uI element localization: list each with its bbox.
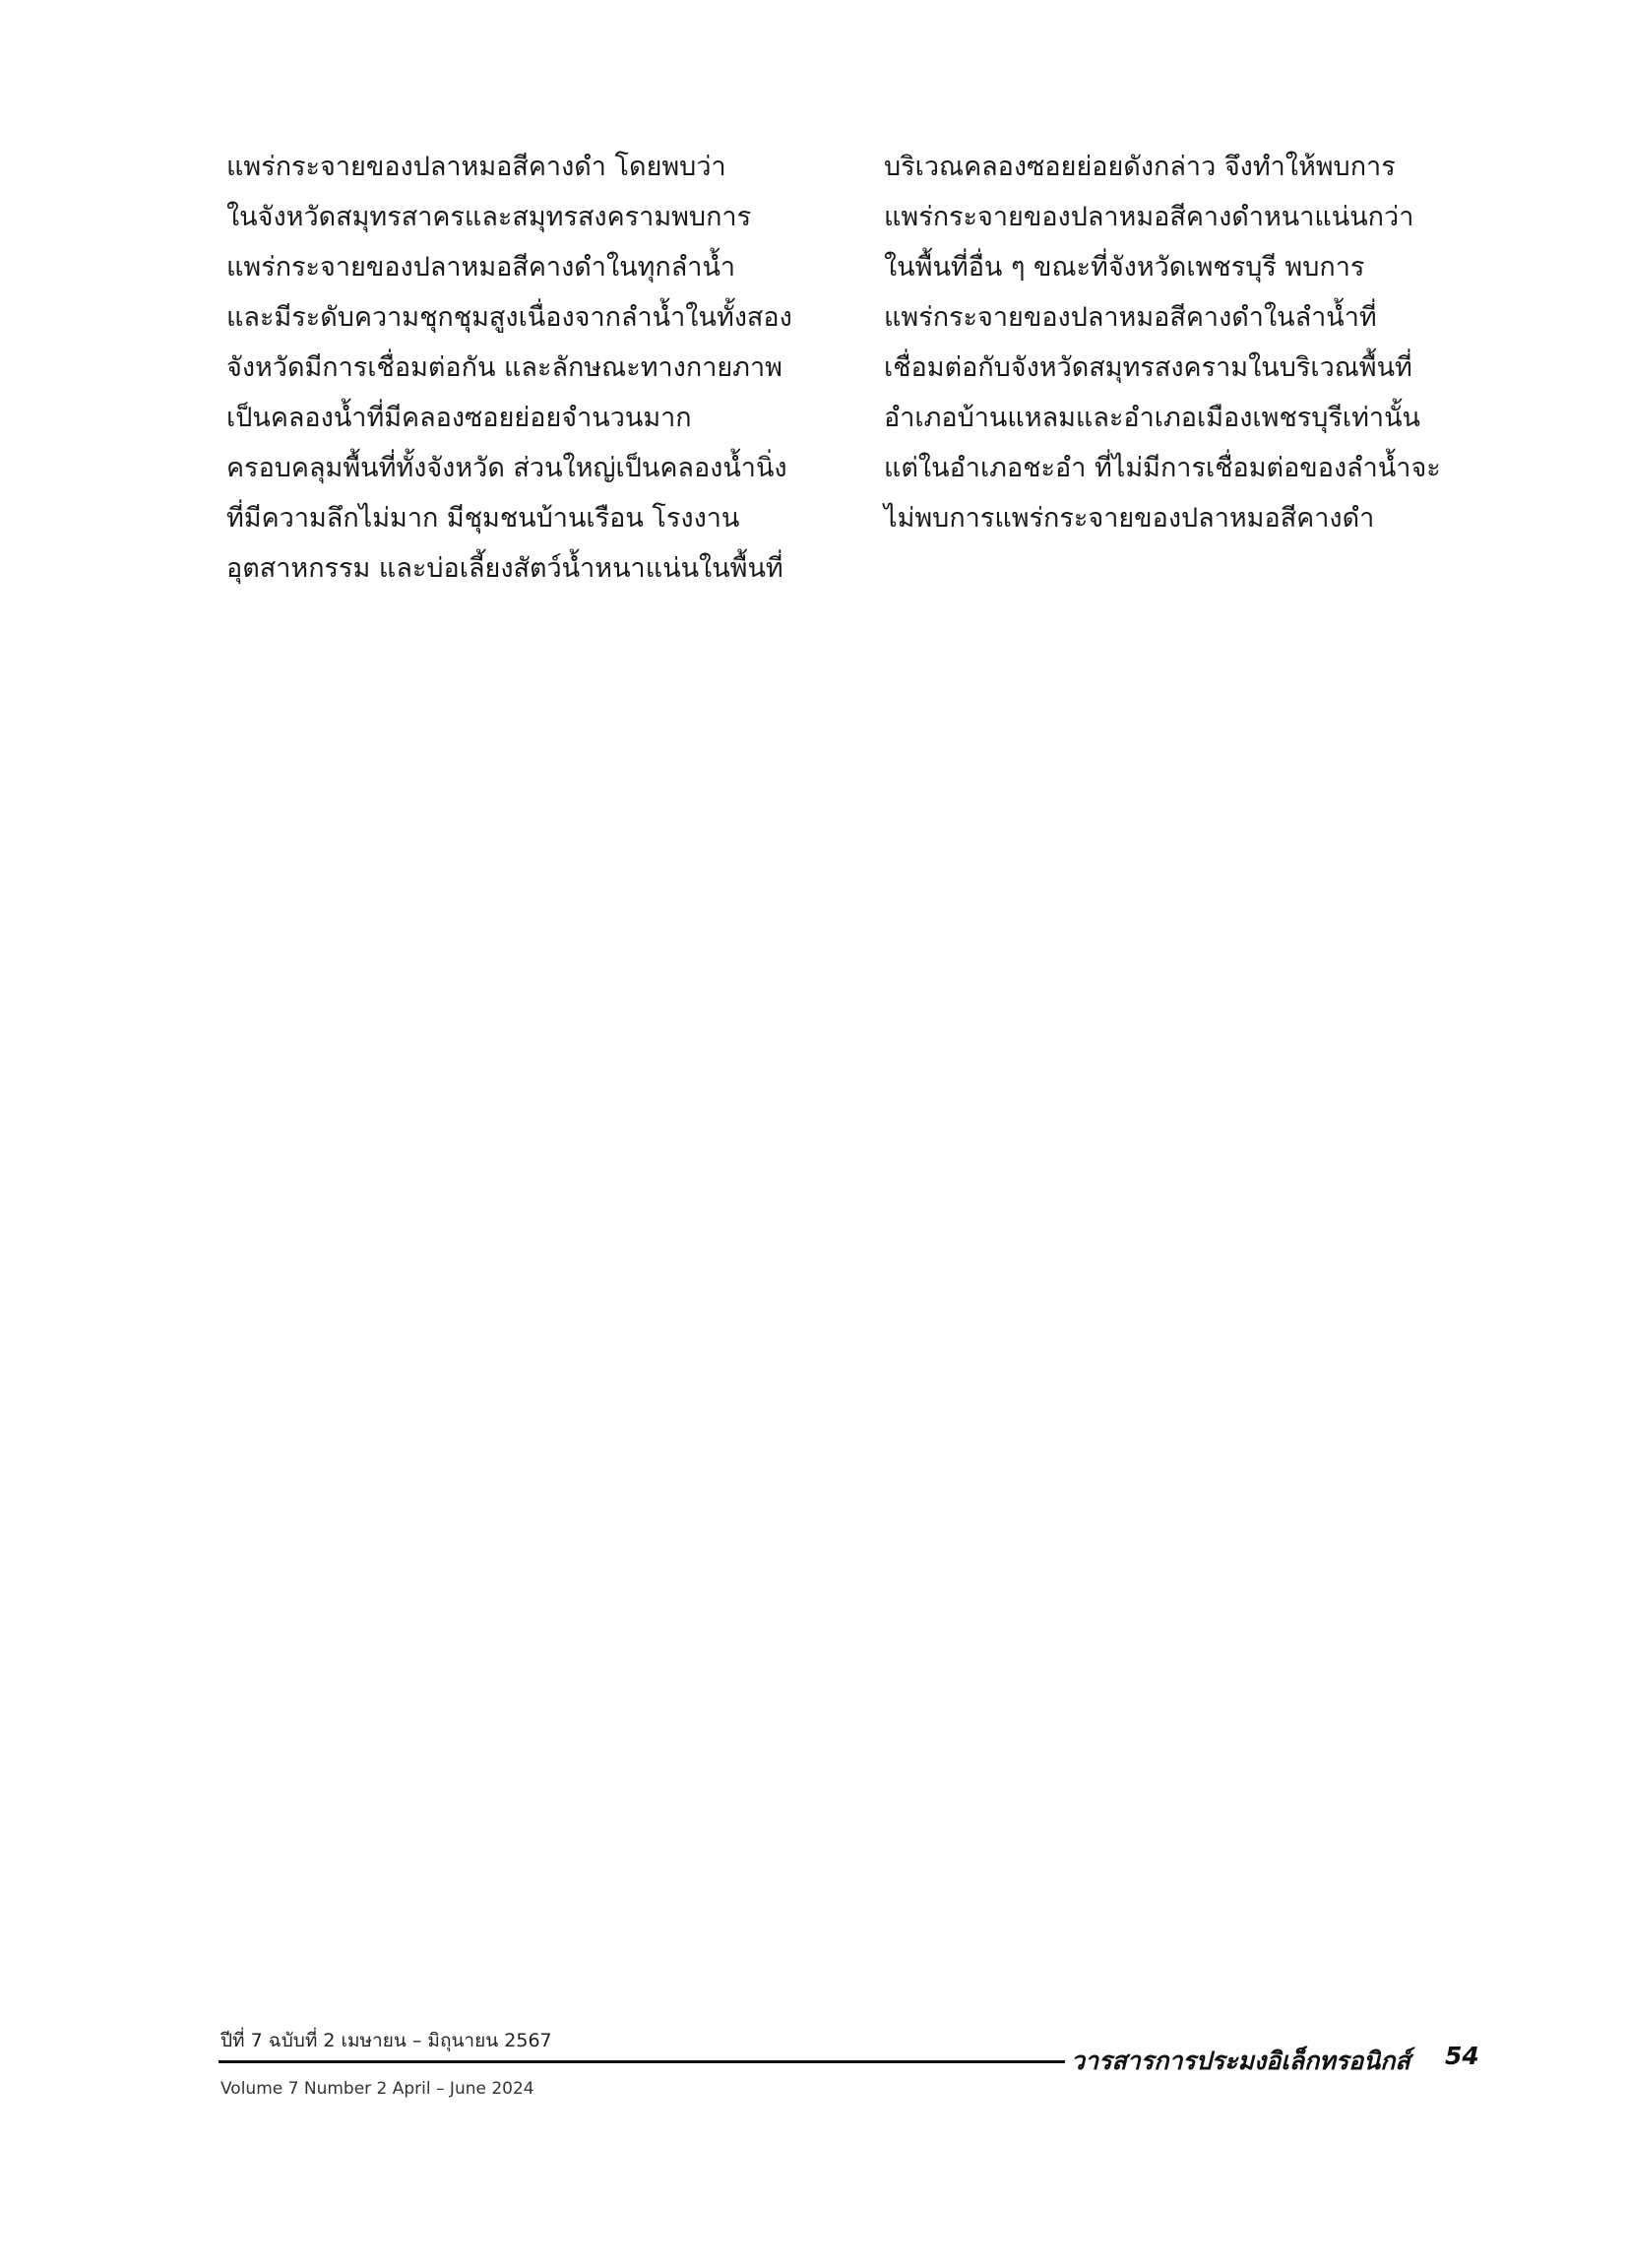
page-number: 54	[1445, 2042, 1479, 2070]
body-text-line: แพร่กระจายของปลาหมอสีคางดำในทุกลำน้ำ	[226, 252, 736, 283]
body-text-line: เชื่อมต่อกับจังหวัดสมุทรสงครามในบริเวณพื้นที่	[884, 352, 1412, 383]
body-text-line: แพร่กระจายของปลาหมอสีคางดำในลำน้ำที่	[884, 302, 1377, 333]
body-text-line: ที่มีความลึกไม่มาก มีชุมชนบ้านเรือน โรงงาน	[226, 503, 740, 534]
body-text-line: แพร่กระจายของปลาหมอสีคางดำ โดยพบว่า	[226, 152, 726, 182]
body-text-line: ในพื้นที่อื่น ๆ ขณะที่จังหวัดเพชรบุรี พบการ	[884, 252, 1365, 283]
body-text-line: จังหวัดมีการเชื่อมต่อกัน และลักษณะทางกายภาพ	[226, 352, 783, 383]
body-text-line: เป็นคลองน้ำที่มีคลองซอยย่อยจำนวนมาก	[226, 403, 692, 433]
body-text-line: ไม่พบการแพร่กระจายของปลาหมอสีคางดำ	[884, 503, 1375, 534]
right-text-column	[884, 142, 1465, 543]
body-text-line: ในจังหวัดสมุทรสาครและสมุทรสงครามพบการ	[226, 202, 752, 232]
footer-issue-english: Volume 7 Number 2 April – June 2024	[220, 2079, 534, 2099]
body-text-line: อำเภอบ้านแหลมและอำเภอเมืองเพชรบุรีเท่านั้น	[884, 403, 1421, 433]
footer-issue-thai: ปีที่ 7 ฉบับที่ 2 เมษายน – มิถุนายน 2567	[220, 2030, 552, 2051]
left-text-column	[226, 142, 797, 594]
body-text-line: และมีระดับความชุกชุมสูงเนื่องจากลำน้ำในทั้งสอง	[226, 302, 792, 333]
body-text-line: แต่ในอำเภอชะอำ ที่ไม่มีการเชื่อมต่อของลำน้ำจะ	[884, 453, 1441, 483]
body-text-line: บริเวณคลองซอยย่อยดังกล่าว จึงทำให้พบการ	[884, 152, 1396, 182]
body-text-line: ครอบคลุมพื้นที่ทั้งจังหวัด ส่วนใหญ่เป็นคลองน้ำนิ่ง	[226, 453, 787, 483]
body-text-line: อุตสาหกรรม และบ่อเลี้ยงสัตว์น้ำหนาแน่นในพื้นที่	[226, 553, 783, 584]
footer-divider	[219, 2060, 1065, 2063]
body-text-line: แพร่กระจายของปลาหมอสีคางดำหนาแน่นกว่า	[884, 202, 1414, 232]
footer-journal-name: วารสารการประมงอิเล็กทรอนิกส์	[1071, 2047, 1410, 2075]
